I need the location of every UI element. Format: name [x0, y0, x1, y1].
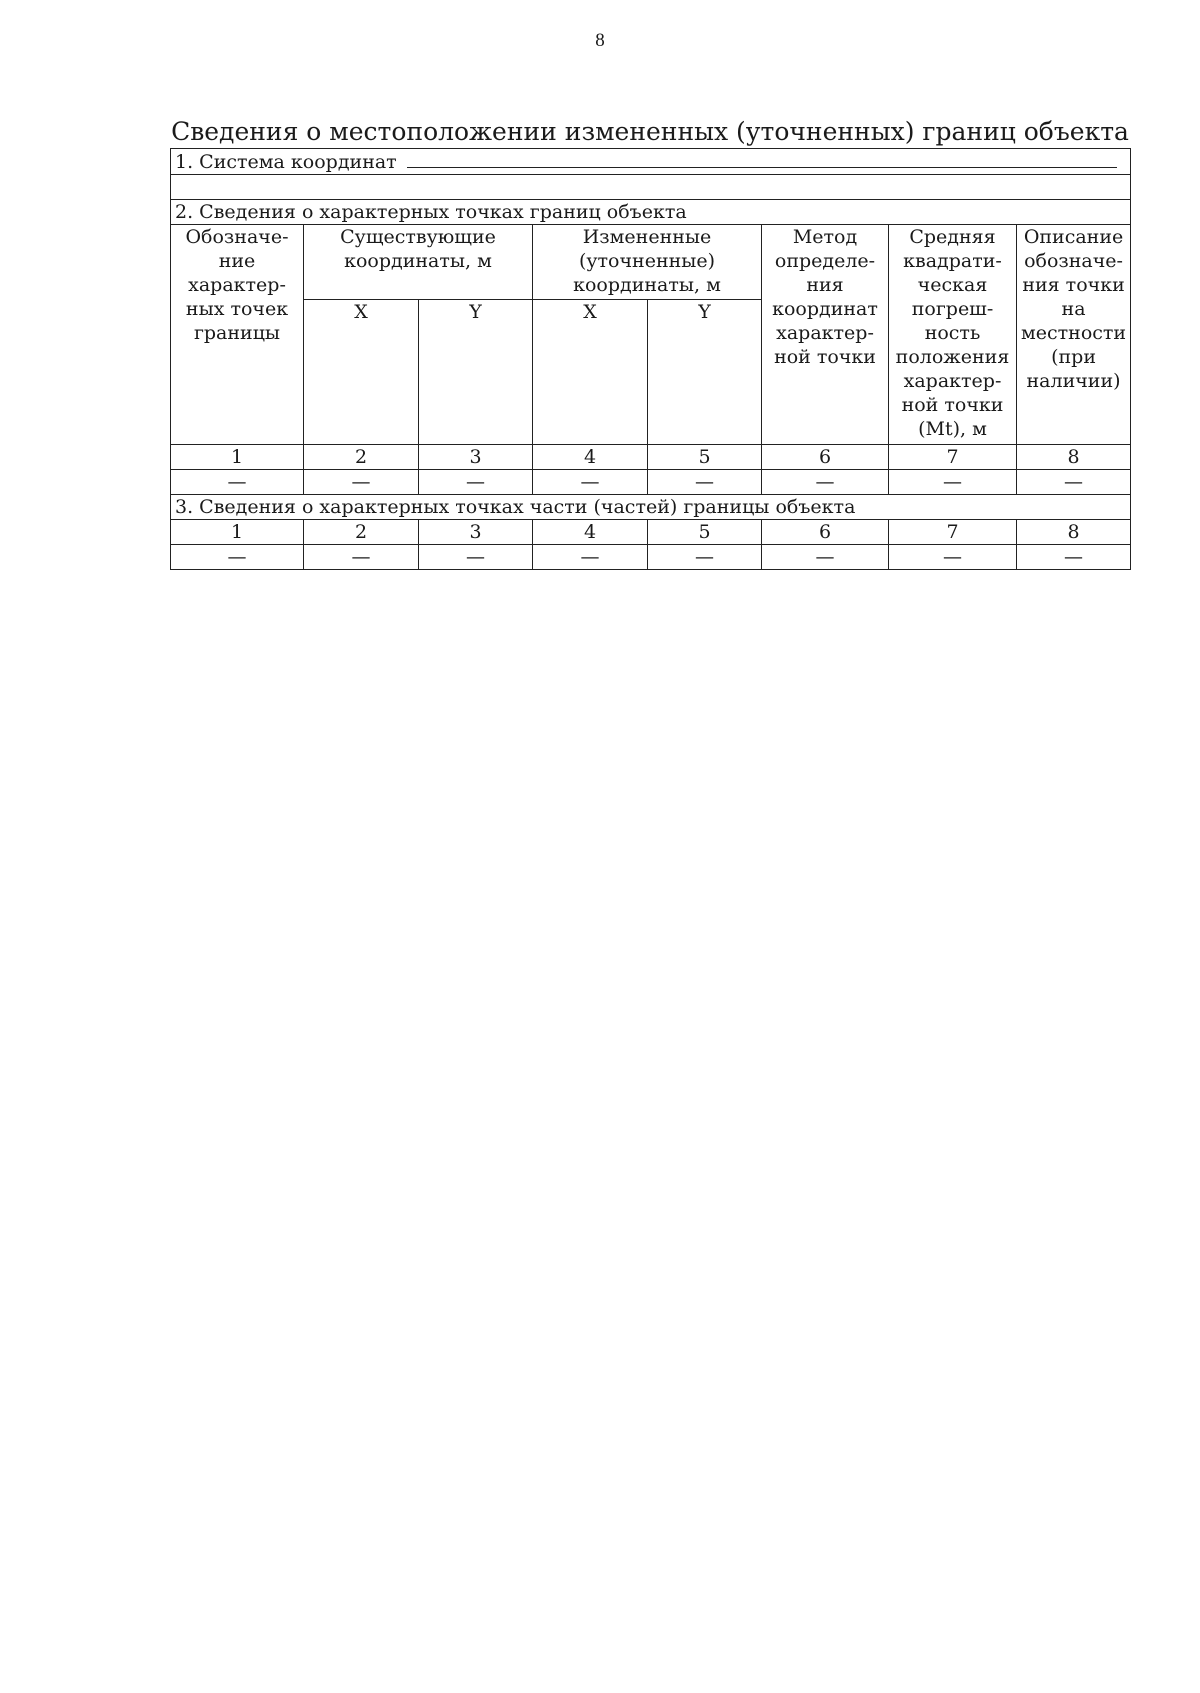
table-cell: —	[889, 545, 1017, 570]
header-point-description: Описание обозначе- ния точки на местности (при наличии)	[1017, 225, 1131, 445]
table-cell: —	[533, 545, 648, 570]
column-number: 1	[171, 445, 304, 470]
header-method: Метод определе- ния координат характер- ной точки	[762, 225, 889, 445]
section3-column-numbers-row	[171, 520, 1131, 545]
column-number: 5	[648, 520, 762, 545]
document-title: Сведения о местоположении измененных (уточненных) границ объекта	[171, 117, 1129, 146]
header-mean-square-error: Средняя квадрати- ческая погреш- ность положения характер- ной точки (Mt), м	[889, 225, 1017, 445]
section1-blank-row	[171, 175, 1131, 200]
header-existing-coordinates: Существующие координаты, м	[304, 225, 533, 300]
section2-column-numbers-row	[171, 445, 1131, 470]
table-cell: —	[1017, 545, 1131, 570]
header-point-designation: Обозначе- ние характер- ных точек границы	[171, 225, 304, 445]
table-cell: —	[171, 470, 304, 495]
section1-cell	[171, 149, 1131, 175]
table-cell: —	[304, 470, 419, 495]
column-number: 4	[533, 520, 648, 545]
header-changed-x: X	[533, 300, 648, 445]
table-cell: —	[1017, 470, 1131, 495]
column-number: 5	[648, 445, 762, 470]
column-number: 7	[889, 520, 1017, 545]
header-changed-coordinates: Измененные (уточненные) координаты, м	[533, 225, 762, 300]
column-number: 3	[419, 520, 533, 545]
column-number: 7	[889, 445, 1017, 470]
table-cell: —	[762, 470, 889, 495]
column-number: 3	[419, 445, 533, 470]
table-cell: —	[419, 470, 533, 495]
section3-row	[171, 495, 1131, 520]
table-cell: —	[648, 470, 762, 495]
header-existing-y: Y	[419, 300, 533, 445]
column-number: 8	[1017, 445, 1131, 470]
section3-label: 3. Сведения о характерных точках части (частей) границы объекта	[171, 495, 1131, 520]
header-existing-x: X	[304, 300, 419, 445]
column-number: 2	[304, 445, 419, 470]
column-number: 4	[533, 445, 648, 470]
header-changed-y: Y	[648, 300, 762, 445]
table-cell: —	[533, 470, 648, 495]
table-cell: —	[419, 545, 533, 570]
table-cell: —	[889, 470, 1017, 495]
section2-data-row	[171, 470, 1131, 495]
column-number: 8	[1017, 520, 1131, 545]
table-cell: —	[762, 545, 889, 570]
column-number: 6	[762, 445, 889, 470]
boundary-coordinates-table	[170, 148, 1131, 570]
table-cell: —	[171, 545, 304, 570]
section2-header-row	[171, 225, 1131, 300]
section1-row	[171, 149, 1131, 175]
table-cell: —	[648, 545, 762, 570]
section2-label: 2. Сведения о характерных точках границ объекта	[171, 200, 1131, 225]
coordinate-system-field[interactable]	[407, 149, 1117, 168]
section2-row	[171, 200, 1131, 225]
section1-label: 1. Система координат	[175, 151, 397, 173]
page-number: 8	[595, 30, 605, 51]
table-cell: —	[304, 545, 419, 570]
section3-data-row	[171, 545, 1131, 570]
section1-blank-cell	[171, 175, 1131, 200]
column-number: 6	[762, 520, 889, 545]
column-number: 1	[171, 520, 304, 545]
column-number: 2	[304, 520, 419, 545]
